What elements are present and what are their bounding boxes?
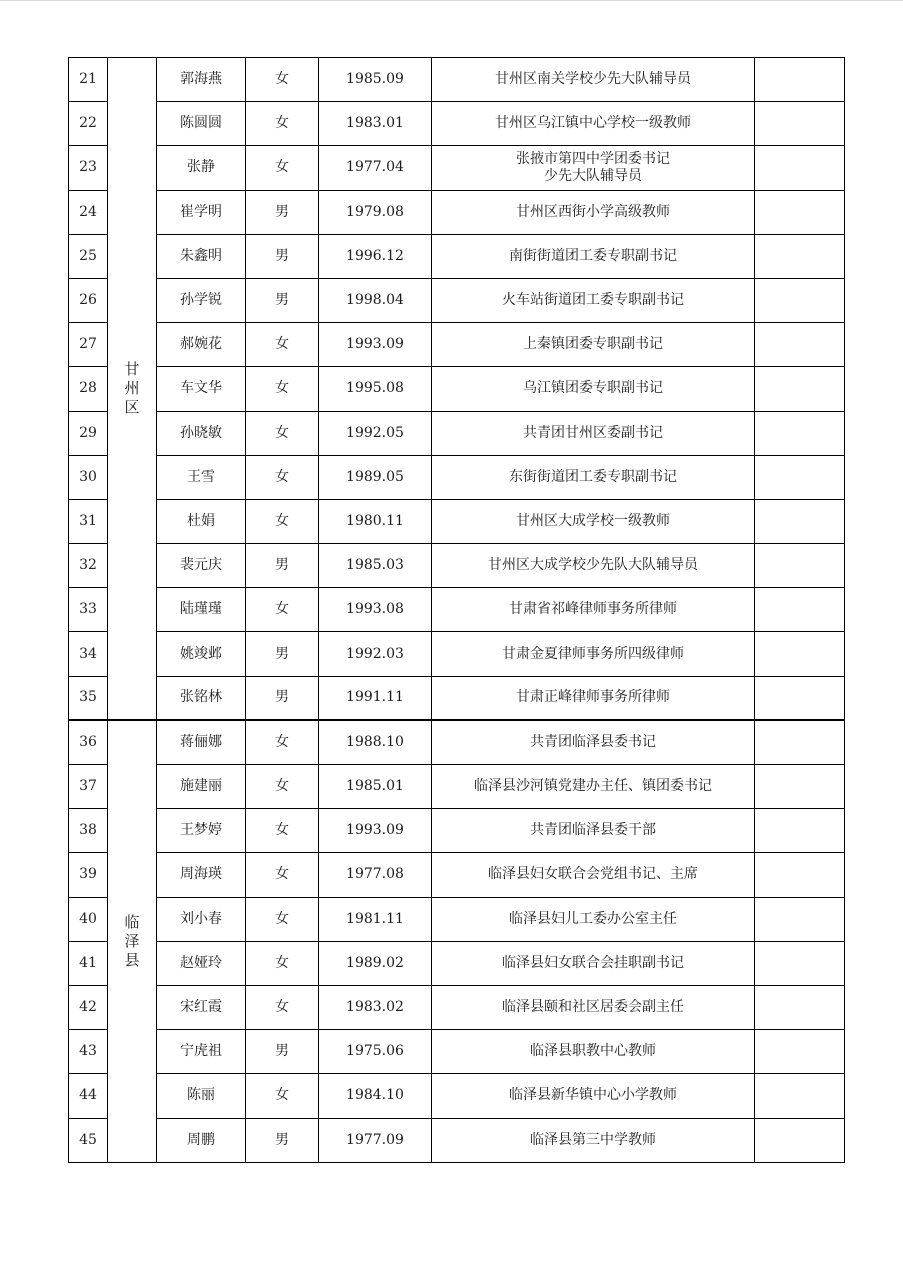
gender-cell: 女 bbox=[246, 367, 319, 411]
gender-cell: 女 bbox=[246, 102, 319, 146]
remark-cell bbox=[755, 1118, 845, 1162]
gender-cell: 女 bbox=[246, 411, 319, 455]
position-cell: 甘州区大成学校少先队大队辅导员 bbox=[432, 544, 755, 588]
region-cell bbox=[108, 720, 157, 1162]
remark-cell bbox=[755, 102, 845, 146]
birth-date-cell: 1977.04 bbox=[319, 146, 432, 190]
remark-cell bbox=[755, 676, 845, 720]
roster-table bbox=[68, 57, 845, 1163]
position-cell: 上秦镇团委专职副书记 bbox=[432, 323, 755, 367]
gender-cell: 女 bbox=[246, 323, 319, 367]
position-cell: 甘州区西街小学高级教师 bbox=[432, 190, 755, 234]
table-row bbox=[69, 58, 845, 102]
gender-cell: 女 bbox=[246, 1074, 319, 1118]
name-cell: 杜娟 bbox=[157, 499, 246, 543]
gender-cell: 女 bbox=[246, 499, 319, 543]
remark-cell bbox=[755, 720, 845, 764]
region-cell bbox=[108, 58, 157, 721]
position-cell: 甘州区南关学校少先大队辅导员 bbox=[432, 58, 755, 102]
name-cell: 宁虎祖 bbox=[157, 1030, 246, 1074]
table-row bbox=[69, 676, 845, 720]
table-row bbox=[69, 146, 845, 190]
region-label: 临泽县 bbox=[124, 913, 140, 969]
name-cell: 郭海燕 bbox=[157, 58, 246, 102]
birth-date-cell: 1993.09 bbox=[319, 323, 432, 367]
table-row bbox=[69, 588, 845, 632]
birth-date-cell: 1995.08 bbox=[319, 367, 432, 411]
row-number-cell: 44 bbox=[69, 1074, 108, 1118]
position-cell: 共青团甘州区委副书记 bbox=[432, 411, 755, 455]
position-cell: 甘州区大成学校一级教师 bbox=[432, 499, 755, 543]
name-cell: 周鹏 bbox=[157, 1118, 246, 1162]
gender-cell: 女 bbox=[246, 58, 319, 102]
table-row bbox=[69, 411, 845, 455]
position-cell: 甘肃正峰律师事务所律师 bbox=[432, 676, 755, 720]
position-cell: 临泽县沙河镇党建办主任、镇团委书记 bbox=[432, 765, 755, 809]
name-cell: 张铭林 bbox=[157, 676, 246, 720]
remark-cell bbox=[755, 190, 845, 234]
gender-cell: 男 bbox=[246, 544, 319, 588]
name-cell: 蒋俪娜 bbox=[157, 720, 246, 764]
position-cell: 甘肃金夏律师事务所四级律师 bbox=[432, 632, 755, 676]
position-cell: 共青团临泽县委书记 bbox=[432, 720, 755, 764]
position-cell: 共青团临泽县委干部 bbox=[432, 809, 755, 853]
table-row bbox=[69, 809, 845, 853]
row-number-cell: 42 bbox=[69, 985, 108, 1029]
row-number-cell: 36 bbox=[69, 720, 108, 764]
row-number-cell: 21 bbox=[69, 58, 108, 102]
table-row bbox=[69, 720, 845, 764]
table-row bbox=[69, 278, 845, 322]
gender-cell: 女 bbox=[246, 588, 319, 632]
row-number-cell: 34 bbox=[69, 632, 108, 676]
name-cell: 周海瑛 bbox=[157, 853, 246, 897]
row-number-cell: 43 bbox=[69, 1030, 108, 1074]
birth-date-cell: 1985.03 bbox=[319, 544, 432, 588]
name-cell: 姚竣邺 bbox=[157, 632, 246, 676]
name-cell: 孙学锐 bbox=[157, 278, 246, 322]
birth-date-cell: 1996.12 bbox=[319, 234, 432, 278]
row-number-cell: 31 bbox=[69, 499, 108, 543]
row-number-cell: 24 bbox=[69, 190, 108, 234]
row-number-cell: 41 bbox=[69, 941, 108, 985]
name-cell: 陆瑾瑾 bbox=[157, 588, 246, 632]
name-cell: 孙晓敏 bbox=[157, 411, 246, 455]
position-cell: 东街街道团工委专职副书记 bbox=[432, 455, 755, 499]
table-row bbox=[69, 190, 845, 234]
row-number-cell: 22 bbox=[69, 102, 108, 146]
region-label: 甘州区 bbox=[124, 360, 140, 417]
remark-cell bbox=[755, 985, 845, 1029]
gender-cell: 女 bbox=[246, 941, 319, 985]
birth-date-cell: 1991.11 bbox=[319, 676, 432, 720]
remark-cell bbox=[755, 1074, 845, 1118]
gender-cell: 女 bbox=[246, 985, 319, 1029]
birth-date-cell: 1992.03 bbox=[319, 632, 432, 676]
name-cell: 王梦婷 bbox=[157, 809, 246, 853]
remark-cell bbox=[755, 323, 845, 367]
gender-cell: 女 bbox=[246, 720, 319, 764]
gender-cell: 女 bbox=[246, 809, 319, 853]
birth-date-cell: 1977.08 bbox=[319, 853, 432, 897]
table-row bbox=[69, 323, 845, 367]
row-number-cell: 45 bbox=[69, 1118, 108, 1162]
position-cell: 临泽县颐和社区居委会副主任 bbox=[432, 985, 755, 1029]
birth-date-cell: 1980.11 bbox=[319, 499, 432, 543]
page-top-border bbox=[0, 0, 903, 1]
gender-cell: 男 bbox=[246, 190, 319, 234]
position-cell: 临泽县妇女联合会党组书记、主席 bbox=[432, 853, 755, 897]
table-row bbox=[69, 102, 845, 146]
remark-cell bbox=[755, 278, 845, 322]
name-cell: 崔学明 bbox=[157, 190, 246, 234]
birth-date-cell: 1981.11 bbox=[319, 897, 432, 941]
name-cell: 宋红霞 bbox=[157, 985, 246, 1029]
remark-cell bbox=[755, 588, 845, 632]
remark-cell bbox=[755, 853, 845, 897]
gender-cell: 男 bbox=[246, 234, 319, 278]
row-number-cell: 28 bbox=[69, 367, 108, 411]
name-cell: 陈圆圆 bbox=[157, 102, 246, 146]
remark-cell bbox=[755, 765, 845, 809]
gender-cell: 女 bbox=[246, 765, 319, 809]
birth-date-cell: 1989.02 bbox=[319, 941, 432, 985]
name-cell: 施建丽 bbox=[157, 765, 246, 809]
row-number-cell: 39 bbox=[69, 853, 108, 897]
gender-cell: 男 bbox=[246, 278, 319, 322]
position-cell: 乌江镇团委专职副书记 bbox=[432, 367, 755, 411]
position-cell: 临泽县妇女联合会挂职副书记 bbox=[432, 941, 755, 985]
birth-date-cell: 1993.08 bbox=[319, 588, 432, 632]
position-cell: 临泽县新华镇中心小学教师 bbox=[432, 1074, 755, 1118]
birth-date-cell: 1985.01 bbox=[319, 765, 432, 809]
row-number-cell: 32 bbox=[69, 544, 108, 588]
birth-date-cell: 1975.06 bbox=[319, 1030, 432, 1074]
table-row bbox=[69, 853, 845, 897]
gender-cell: 女 bbox=[246, 853, 319, 897]
name-cell: 郝婉花 bbox=[157, 323, 246, 367]
remark-cell bbox=[755, 1030, 845, 1074]
name-cell: 陈丽 bbox=[157, 1074, 246, 1118]
position-cell: 张掖市第四中学团委书记 少先大队辅导员 bbox=[432, 146, 755, 190]
row-number-cell: 27 bbox=[69, 323, 108, 367]
gender-cell: 男 bbox=[246, 1030, 319, 1074]
name-cell: 裴元庆 bbox=[157, 544, 246, 588]
table-row bbox=[69, 544, 845, 588]
birth-date-cell: 1998.04 bbox=[319, 278, 432, 322]
roster-body bbox=[69, 58, 845, 1163]
birth-date-cell: 1984.10 bbox=[319, 1074, 432, 1118]
position-cell: 南街街道团工委专职副书记 bbox=[432, 234, 755, 278]
position-cell: 临泽县第三中学教师 bbox=[432, 1118, 755, 1162]
birth-date-cell: 1993.09 bbox=[319, 809, 432, 853]
name-cell: 朱鑫明 bbox=[157, 234, 246, 278]
row-number-cell: 37 bbox=[69, 765, 108, 809]
row-number-cell: 38 bbox=[69, 809, 108, 853]
birth-date-cell: 1979.08 bbox=[319, 190, 432, 234]
name-cell: 刘小春 bbox=[157, 897, 246, 941]
remark-cell bbox=[755, 941, 845, 985]
table-row bbox=[69, 632, 845, 676]
name-cell: 王雪 bbox=[157, 455, 246, 499]
table-row bbox=[69, 234, 845, 278]
row-number-cell: 29 bbox=[69, 411, 108, 455]
remark-cell bbox=[755, 499, 845, 543]
row-number-cell: 25 bbox=[69, 234, 108, 278]
remark-cell bbox=[755, 809, 845, 853]
table-row bbox=[69, 1118, 845, 1162]
birth-date-cell: 1992.05 bbox=[319, 411, 432, 455]
row-number-cell: 23 bbox=[69, 146, 108, 190]
position-cell: 临泽县妇儿工委办公室主任 bbox=[432, 897, 755, 941]
remark-cell bbox=[755, 146, 845, 190]
name-cell: 车文华 bbox=[157, 367, 246, 411]
birth-date-cell: 1989.05 bbox=[319, 455, 432, 499]
position-cell: 火车站街道团工委专职副书记 bbox=[432, 278, 755, 322]
gender-cell: 女 bbox=[246, 146, 319, 190]
row-number-cell: 26 bbox=[69, 278, 108, 322]
name-cell: 张静 bbox=[157, 146, 246, 190]
birth-date-cell: 1977.09 bbox=[319, 1118, 432, 1162]
gender-cell: 男 bbox=[246, 632, 319, 676]
birth-date-cell: 1983.02 bbox=[319, 985, 432, 1029]
remark-cell bbox=[755, 411, 845, 455]
remark-cell bbox=[755, 234, 845, 278]
table-row bbox=[69, 1030, 845, 1074]
row-number-cell: 30 bbox=[69, 455, 108, 499]
table-row bbox=[69, 897, 845, 941]
gender-cell: 男 bbox=[246, 1118, 319, 1162]
remark-cell bbox=[755, 367, 845, 411]
table-row bbox=[69, 1074, 845, 1118]
gender-cell: 男 bbox=[246, 676, 319, 720]
gender-cell: 女 bbox=[246, 455, 319, 499]
birth-date-cell: 1988.10 bbox=[319, 720, 432, 764]
table-row bbox=[69, 499, 845, 543]
table-row bbox=[69, 455, 845, 499]
row-number-cell: 35 bbox=[69, 676, 108, 720]
remark-cell bbox=[755, 632, 845, 676]
table-row bbox=[69, 985, 845, 1029]
gender-cell: 女 bbox=[246, 897, 319, 941]
table-row bbox=[69, 765, 845, 809]
position-cell: 临泽县职教中心教师 bbox=[432, 1030, 755, 1074]
name-cell: 赵娅玲 bbox=[157, 941, 246, 985]
row-number-cell: 33 bbox=[69, 588, 108, 632]
remark-cell bbox=[755, 897, 845, 941]
remark-cell bbox=[755, 58, 845, 102]
birth-date-cell: 1985.09 bbox=[319, 58, 432, 102]
remark-cell bbox=[755, 455, 845, 499]
position-cell: 甘州区乌江镇中心学校一级教师 bbox=[432, 102, 755, 146]
position-cell: 甘肃省祁峰律师事务所律师 bbox=[432, 588, 755, 632]
birth-date-cell: 1983.01 bbox=[319, 102, 432, 146]
table-row bbox=[69, 941, 845, 985]
remark-cell bbox=[755, 544, 845, 588]
row-number-cell: 40 bbox=[69, 897, 108, 941]
table-row bbox=[69, 367, 845, 411]
